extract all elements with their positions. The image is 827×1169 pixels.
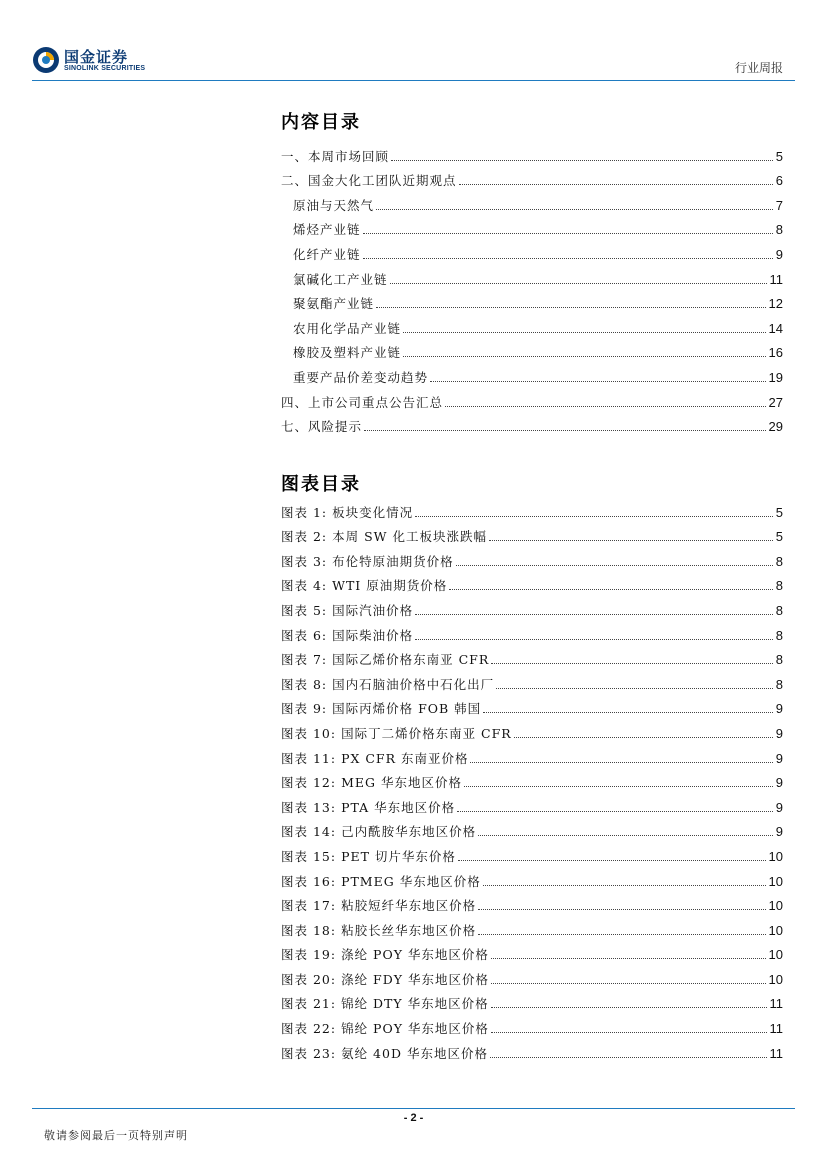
toc-entry-label: 氯碱化工产业链 <box>293 271 388 287</box>
figure-entry[interactable] <box>281 668 783 693</box>
figure-entry[interactable] <box>281 939 783 964</box>
figure-entry-page: 9 <box>775 824 783 840</box>
figure-entry-page: 8 <box>775 602 783 618</box>
figure-entry[interactable] <box>281 914 783 939</box>
figure-entry-leader <box>490 1057 767 1058</box>
toc-entry-leader <box>376 307 766 308</box>
toc-entry[interactable] <box>281 386 783 411</box>
figure-entry-label: 图表 17: 粘胶短纤华东地区价格 <box>281 898 477 914</box>
toc-entry-leader <box>390 283 767 284</box>
figure-entry-page: 9 <box>775 725 783 741</box>
figure-entry-label: 图表 19: 涤纶 POY 华东地区价格 <box>281 947 489 963</box>
figure-entry-leader <box>478 835 773 836</box>
figure-entry-leader <box>470 762 772 763</box>
figure-entry-label: 图表 13: PTA 华东地区价格 <box>281 799 456 815</box>
figure-entry[interactable] <box>281 496 783 521</box>
figure-entry-leader <box>491 1007 767 1008</box>
page-number: - 2 - <box>403 1112 424 1124</box>
toc-entry[interactable] <box>281 288 783 313</box>
figure-entry[interactable] <box>281 816 783 841</box>
figure-entry-label: 图表 5: 国际汽油价格 <box>281 602 414 618</box>
figure-entry-page: 10 <box>768 873 783 889</box>
figure-entry-page: 9 <box>775 799 783 815</box>
toc-entry-leader <box>376 209 773 210</box>
figure-entry[interactable] <box>281 570 783 595</box>
toc-entry[interactable] <box>281 312 783 337</box>
logo-english-name: SINOLINK SECURITIES <box>64 65 146 72</box>
figure-entry-leader <box>483 885 766 886</box>
figure-entry-page: 9 <box>775 775 783 791</box>
figure-entry-label: 图表 3: 布伦特原油期货价格 <box>281 553 454 569</box>
figure-entry-label: 图表 15: PET 切片华东价格 <box>281 848 456 864</box>
toc-title: 内容目录 <box>281 112 361 133</box>
figure-entry-label: 图表 9: 国际丙烯价格 FOB 韩国 <box>281 701 482 717</box>
figure-entry-page: 11 <box>769 1045 783 1061</box>
toc-entry-label: 七、风险提示 <box>281 419 363 435</box>
figure-entry-page: 10 <box>768 922 783 938</box>
figure-entry-leader <box>449 589 773 590</box>
figure-entry[interactable] <box>281 791 783 816</box>
toc-entry-leader <box>363 233 773 234</box>
figure-entry-page: 5 <box>775 504 783 520</box>
figures-title: 图表目录 <box>281 474 361 495</box>
toc-entry-label: 聚氨酯产业链 <box>293 296 375 312</box>
figure-entry-page: 11 <box>769 1021 783 1037</box>
logo-mark-icon <box>32 46 60 74</box>
logo-chinese-name: 国金证券 <box>64 48 129 66</box>
figure-entry-page: 5 <box>775 529 783 545</box>
toc-entry-page: 7 <box>775 197 783 213</box>
toc-entry-leader <box>403 332 766 333</box>
figure-entry-page: 10 <box>768 848 783 864</box>
figure-entry-page: 10 <box>768 947 783 963</box>
figure-entry-page: 8 <box>775 652 783 668</box>
header-divider <box>32 80 795 81</box>
toc-entry-leader <box>430 381 766 382</box>
figure-entry-label: 图表 4: WTI 原油期货价格 <box>281 578 448 594</box>
figure-entry-label: 图表 11: PX CFR 东南亚价格 <box>281 750 469 766</box>
figure-entry[interactable] <box>281 619 783 644</box>
figure-entry-leader <box>491 1032 767 1033</box>
figure-entry-page: 10 <box>768 971 783 987</box>
toc-entry[interactable] <box>281 165 783 190</box>
toc-entry-page: 5 <box>775 148 783 164</box>
toc-entry[interactable] <box>281 189 783 214</box>
figure-entry-page: 8 <box>775 578 783 594</box>
toc-entry-leader <box>391 160 773 161</box>
figure-entry-label: 图表 1: 板块变化情况 <box>281 504 414 520</box>
toc-entry[interactable] <box>281 263 783 288</box>
report-type-label: 行业周报 <box>734 61 783 75</box>
figure-entry[interactable] <box>281 1012 783 1037</box>
toc-entry-label: 橡胶及塑料产业链 <box>293 345 402 361</box>
figure-entry-leader <box>496 688 773 689</box>
toc-entry[interactable] <box>281 361 783 386</box>
figure-entry[interactable] <box>281 742 783 767</box>
toc-entry-leader <box>459 184 773 185</box>
toc-entry-page: 14 <box>768 320 783 336</box>
toc-entry-page: 27 <box>768 394 783 410</box>
figure-entry[interactable] <box>281 594 783 619</box>
figure-entry-label: 图表 22: 锦纶 POY 华东地区价格 <box>281 1021 489 1037</box>
figure-entry-label: 图表 18: 粘胶长丝华东地区价格 <box>281 922 477 938</box>
figure-entry[interactable] <box>281 545 783 570</box>
figure-entry-leader <box>489 540 773 541</box>
figure-entry-label: 图表 20: 涤纶 FDY 华东地区价格 <box>281 971 489 987</box>
figure-entry[interactable] <box>281 644 783 669</box>
figure-entry-label: 图表 16: PTMEG 华东地区价格 <box>281 873 481 889</box>
figure-entry-leader <box>478 909 765 910</box>
figure-entry-label: 图表 2: 本周 SW 化工板块涨跌幅 <box>281 529 487 545</box>
toc-entry-page: 11 <box>769 271 783 287</box>
figure-entry-page: 11 <box>769 996 783 1012</box>
company-logo <box>32 46 162 76</box>
footer-disclaimer: 敬请参阅最后一页特别声明 <box>44 1129 188 1142</box>
figure-entry-label: 图表 10: 国际丁二烯价格东南亚 CFR <box>281 725 512 741</box>
figure-entry-label: 图表 14: 己内酰胺华东地区价格 <box>281 824 477 840</box>
figure-entry-leader <box>478 934 765 935</box>
toc-entry-page: 8 <box>775 222 783 238</box>
toc-entry-leader <box>364 430 766 431</box>
toc-entry-label: 原油与天然气 <box>293 197 375 213</box>
toc-entry-label: 一、本周市场回顾 <box>281 148 390 164</box>
figure-entry-label: 图表 7: 国际乙烯价格东南亚 CFR <box>281 652 490 668</box>
figure-entry-label: 图表 6: 国际柴油价格 <box>281 627 414 643</box>
figure-entry-leader <box>457 811 773 812</box>
figure-entry-label: 图表 21: 锦纶 DTY 华东地区价格 <box>281 996 489 1012</box>
toc-entry-page: 9 <box>775 246 783 262</box>
figure-entry-leader <box>415 516 773 517</box>
figure-entry-page: 10 <box>768 898 783 914</box>
figure-entry-label: 图表 12: MEG 华东地区价格 <box>281 775 462 791</box>
toc-entry-label: 二、国金大化工团队近期观点 <box>281 173 457 189</box>
figure-entry-leader <box>458 860 766 861</box>
figure-entry[interactable] <box>281 988 783 1013</box>
figure-entry[interactable] <box>281 693 783 718</box>
figure-entry-leader <box>514 737 773 738</box>
figure-entry-page: 9 <box>775 750 783 766</box>
figure-entry-leader <box>491 983 766 984</box>
figure-entry-leader <box>491 958 766 959</box>
figure-entry[interactable] <box>281 767 783 792</box>
figure-entry[interactable] <box>281 890 783 915</box>
toc-entry-leader <box>403 356 766 357</box>
toc-entry-page: 19 <box>768 369 783 385</box>
figure-entry-leader <box>415 614 773 615</box>
toc-entry-page: 12 <box>768 296 783 312</box>
toc-list <box>281 140 783 435</box>
toc-entry[interactable] <box>281 214 783 239</box>
footer-divider <box>32 1108 795 1109</box>
figure-entry[interactable] <box>281 717 783 742</box>
toc-entry-page: 6 <box>775 173 783 189</box>
figure-entry-label: 图表 8: 国内石脑油价格中石化出厂 <box>281 676 495 692</box>
toc-entry-leader <box>445 406 766 407</box>
toc-entry-page: 29 <box>768 419 783 435</box>
toc-entry-label: 农用化学品产业链 <box>293 320 402 336</box>
toc-entry[interactable] <box>281 337 783 362</box>
toc-entry[interactable] <box>281 238 783 263</box>
figure-entry-page: 8 <box>775 627 783 643</box>
toc-entry-leader <box>363 258 773 259</box>
figure-entry-leader <box>464 786 773 787</box>
figure-entry[interactable] <box>281 521 783 546</box>
figure-entry-page: 8 <box>775 676 783 692</box>
page-header <box>0 0 827 82</box>
figure-entry-leader <box>456 565 773 566</box>
figure-entry[interactable] <box>281 1037 783 1062</box>
figure-entry-page: 9 <box>775 701 783 717</box>
toc-entry-label: 化纤产业链 <box>293 246 361 262</box>
figure-entry-page: 8 <box>775 553 783 569</box>
toc-entry-page: 16 <box>768 345 783 361</box>
figure-entry[interactable] <box>281 840 783 865</box>
toc-entry[interactable] <box>281 411 783 436</box>
figure-entry-leader <box>415 639 773 640</box>
figure-entry-label: 图表 23: 氨纶 40D 华东地区价格 <box>281 1045 488 1061</box>
toc-entry-label: 四、上市公司重点公告汇总 <box>281 394 444 410</box>
figures-list <box>281 496 783 1062</box>
toc-entry-label: 烯烃产业链 <box>293 222 361 238</box>
toc-entry[interactable] <box>281 140 783 165</box>
figure-entry[interactable] <box>281 963 783 988</box>
figure-entry[interactable] <box>281 865 783 890</box>
figure-entry-leader <box>483 712 773 713</box>
toc-entry-label: 重要产品价差变动趋势 <box>293 369 429 385</box>
figure-entry-leader <box>491 663 773 664</box>
